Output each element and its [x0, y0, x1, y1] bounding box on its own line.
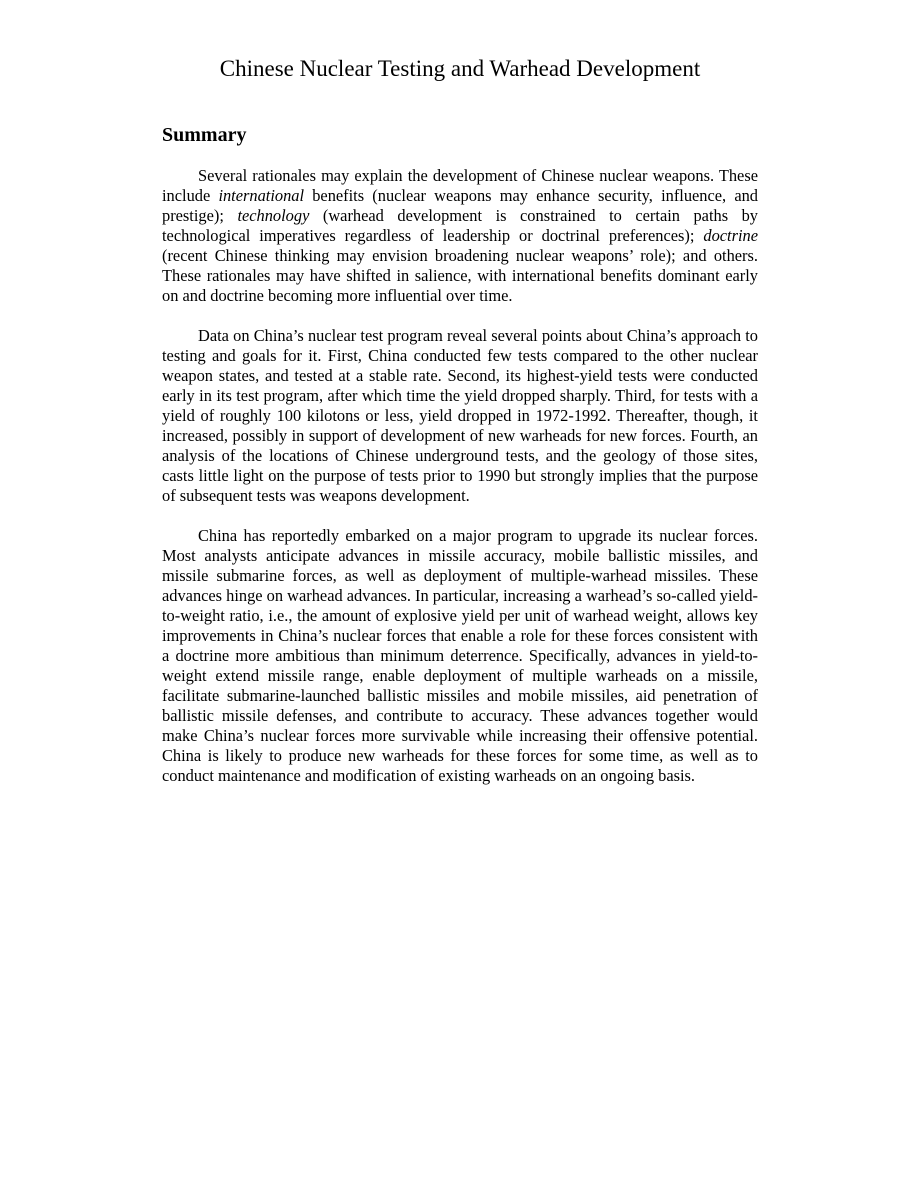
paragraph-test-program: [162, 326, 758, 506]
paragraph-upgrade-program: [162, 526, 758, 786]
paragraph-rationales: [162, 166, 758, 306]
paragraph-text: China has reportedly embarked on a major program to upgrade its nuclear forces. Most analysts anticipate advances in missile accuracy, mobile ballistic missiles, and missile submarine forces, as well as deployment of multiple-warhead missiles. These advances hinge on warhead advances. In particular, increasing a warhead’s so-called yield-to-weight ratio, i.e., the amount of explosive yield per unit of warhead weight, allows key improvements in China’s nuclear forces that enable a role for these forces consistent with a doctrine more ambitious than minimum deterrence. Specifically, advances in yield-to-weight extend missile range, enable deployment of multiple warheads on a missile, facilitate submarine-launched ballistic missiles and mobile missiles, aid penetration of ballistic missile defenses, and contribute to accuracy. These advances together would make China’s nuclear forces more survivable while increasing their offensive potential. China is likely to produce new warheads for these forces for some time, as well as to conduct maintenance and modification of existing warheads on an ongoing basis.: [162, 526, 758, 785]
italic-term-technology: technology: [237, 206, 310, 225]
paragraph-text: benefits (nuclear weapons may enhance security, influence, and prestige);: [162, 186, 758, 225]
paragraph-text: Data on China’s nuclear test program reveal several points about China’s approach to testing and goals for it. First, China conducted few tests compared to the other nuclear weapon states, and tested at a stable rate. Second, its highest-yield tests were conducted early in its test program, after which time the yield dropped sharply. Third, for tests with a yield of roughly 100 kilotons or less, yield dropped in 1972-1992. Thereafter, though, it increased, possibly in support of development of new warheads for new forces. Fourth, an analysis of the locations of Chinese underground tests, and the geology of those sites, casts little light on the purpose of tests prior to 1990 but strongly implies that the purpose of subsequent tests was weapons development.: [162, 326, 758, 505]
paragraph-text: (recent Chinese thinking may envision broadening nuclear weapons’ role); and others. These rationales may have shifted in salience, with international benefits dominant early on and doctrine becoming more influential over time.: [162, 246, 758, 305]
italic-term-international: international: [218, 186, 305, 205]
document-title: Chinese Nuclear Testing and Warhead Development: [219, 56, 701, 81]
paragraph-text: Several rationales may explain the development of Chinese nuclear weapons. These include: [162, 166, 758, 205]
paragraph-text: (warhead development is constrained to certain paths by technological imperatives regardless of leadership or doctrinal preferences);: [162, 206, 759, 245]
summary-body: [162, 166, 758, 806]
section-heading-summary: Summary: [162, 124, 247, 146]
italic-term-doctrine: doctrine: [703, 226, 758, 245]
